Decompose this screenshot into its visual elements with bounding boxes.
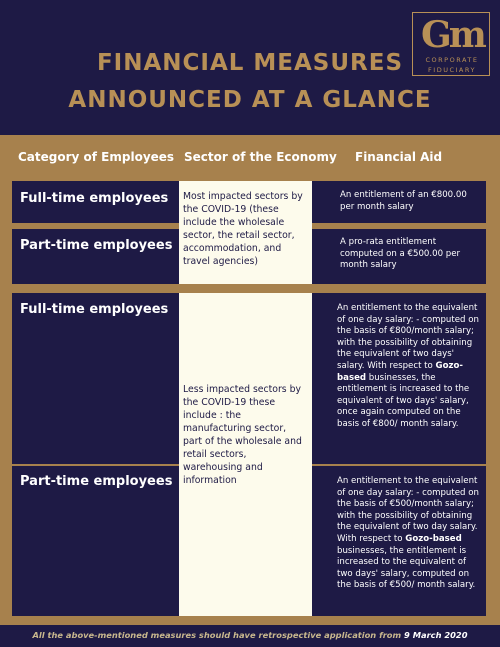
group1-fulltime-category: Full-time employees: [20, 191, 169, 206]
group2-parttime-category: Part-time employees: [20, 474, 173, 489]
header-category: Category of Employees: [18, 150, 175, 164]
footer-note: All the above-mentioned measures should have retrospective application from 9 March 2020: [32, 630, 468, 640]
group1-parttime-aid: A pro-rata entitlement computed on a €500.00 per month salary: [340, 237, 461, 271]
group2-parttime-aid: An entitlement to the equivalent of one day salary: - computed on the basis of €500/month salary; with the possibility of obtaining the equivalent of two day salary. With respect to Gozo-based businesses, the entitlement is increased to the equivalent of two days' salary, computed on the basis of €500/ month salary.: [337, 476, 479, 591]
header-sector: Sector of the Economy: [184, 150, 337, 164]
group2-fulltime-aid: An entitlement to the equivalent of one day salary: - computed on the basis of €800/month salary; with the possibility of obtaining the equivalent of two days' salary. With respect to Gozo-based businesses, the entitlement is increased to the equivalent of two days' salary, once again computed on the basis of €800/ month salary.: [337, 303, 479, 429]
logo-word-corporate: CORPORATE: [425, 56, 479, 64]
logo-mark: Gm: [421, 14, 484, 56]
group1-sector-cell: Most impacted sectors by the COVID-19 (these include the wholesale sector, the retail sector, accommodation, and travel agencies): [179, 181, 312, 284]
logo-word-fiduciary: FIDUCIARY: [428, 66, 476, 74]
page-title-line2: ANNOUNCED AT A GLANCE: [68, 87, 432, 113]
group2-sector-cell: Less impacted sectors by the COVID-19 these include : the manufacturing sector, part of the wholesale and retail sectors, warehousing and information: [179, 293, 312, 616]
group1-parttime-category: Part-time employees: [20, 238, 173, 253]
group1-fulltime-aid: An entitlement of an €800.00 per month salary: [340, 190, 467, 212]
header-aid: Financial Aid: [355, 150, 443, 164]
page-title-line1: FINANCIAL MEASURES: [96, 50, 404, 76]
group2-fulltime-category: Full-time employees: [20, 302, 169, 317]
